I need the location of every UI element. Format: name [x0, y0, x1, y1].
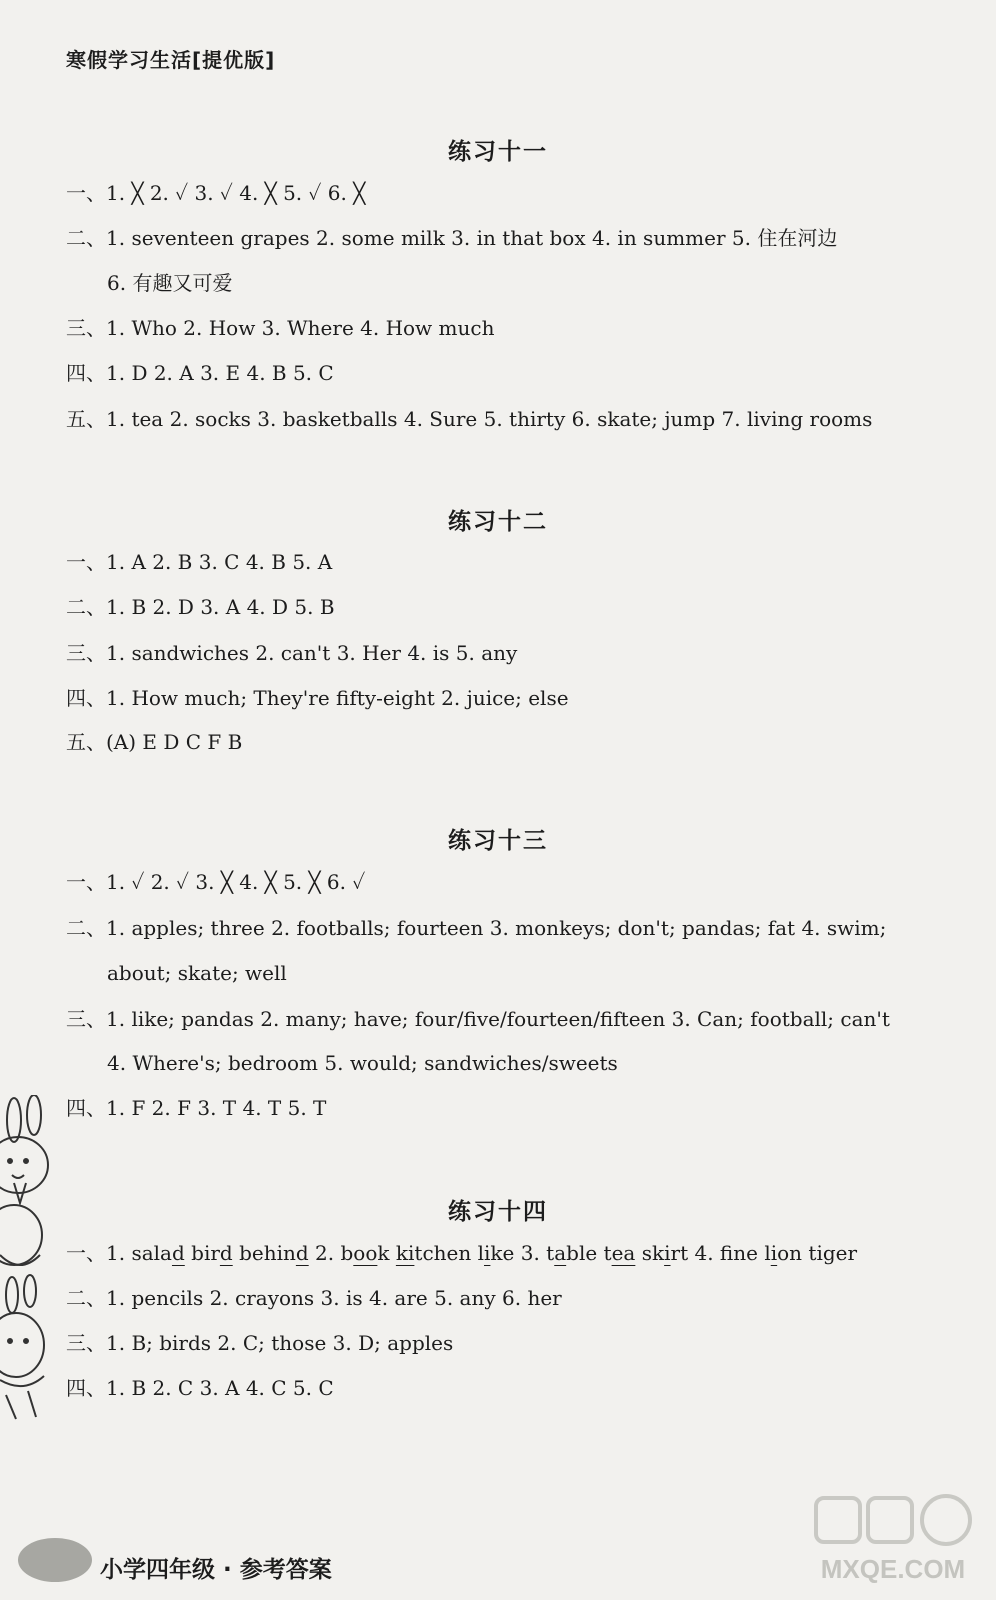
- answer-line: 二、1. seventeen grapes 2. some milk 3. in that box 4. in summer 5. 住在河边: [66, 226, 838, 250]
- text: 4. fine l: [688, 1241, 771, 1265]
- answer-line: 四、1. B 2. C 3. A 4. C 5. C: [66, 1376, 334, 1400]
- answer-line: 四、1. F 2. F 3. T 4. T 5. T: [66, 1096, 327, 1120]
- text: 一、1.: [66, 1241, 132, 1265]
- underlined-letter: i: [484, 1241, 491, 1265]
- underlined-letter: d: [219, 1241, 233, 1265]
- answer-line-underlined: [66, 1240, 857, 1266]
- text: b: [340, 1241, 354, 1265]
- text: t: [546, 1241, 555, 1265]
- underlined-letter: i: [408, 1241, 415, 1265]
- text: on tiger: [777, 1241, 858, 1265]
- underlined-letter: k: [395, 1241, 408, 1265]
- answer-line: about; skate; well: [107, 961, 287, 985]
- answer-line: 四、1. How much; They're fifty-eight 2. juice; else: [66, 686, 569, 710]
- answer-line: 二、1. pencils 2. crayons 3. is 4. are 5. any 6. her: [66, 1286, 562, 1310]
- footer-text: 小学四年级 · 参考答案: [100, 1557, 332, 1583]
- text: behin: [232, 1241, 296, 1265]
- underlined-letter: ea: [611, 1241, 636, 1265]
- text: sk: [635, 1241, 665, 1265]
- section-title-13: 练习十三: [448, 828, 548, 854]
- book-title: 寒假学习生活[提优版]: [66, 48, 276, 72]
- answer-line: 4. Where's; bedroom 5. would; sandwiches/sweets: [107, 1051, 618, 1075]
- answer-line: 五、(A) E D C F B: [66, 730, 243, 754]
- text: rt: [670, 1241, 689, 1265]
- text: 3.: [514, 1241, 547, 1265]
- section-title-14: 练习十四: [448, 1199, 548, 1225]
- answer-line: 三、1. like; pandas 2. many; have; four/five/fourteen/fifteen 3. Can; football; can't: [66, 1007, 890, 1031]
- section-title-12: 练习十二: [448, 509, 548, 535]
- watermark-logo: [808, 1490, 978, 1590]
- underlined-letter: i: [664, 1241, 671, 1265]
- bunny-illustration: [0, 1095, 60, 1425]
- text: bir: [191, 1241, 220, 1265]
- answer-line: 二、1. apples; three 2. footballs; fourteen 3. monkeys; don't; pandas; fat 4. swim;: [66, 916, 887, 940]
- underlined-letter: d: [295, 1241, 309, 1265]
- answer-line: 二、1. B 2. D 3. A 4. D 5. B: [66, 595, 335, 619]
- underlined-letter: oo: [353, 1241, 378, 1265]
- answer-line: 三、1. sandwiches 2. can't 3. Her 4. is 5. any: [66, 641, 518, 665]
- text: 2.: [308, 1241, 341, 1265]
- section-title-11: 练习十一: [448, 139, 548, 165]
- answer-line: 一、1. ╳ 2. ✓ 3. ✓ 4. ╳ 5. ✓ 6. ╳: [66, 181, 366, 205]
- underlined-letter: a: [554, 1241, 567, 1265]
- underlined-letter: i: [770, 1241, 778, 1265]
- watermark-text: MXQE.COM: [820, 1554, 966, 1584]
- text: k: [377, 1241, 396, 1265]
- page-number-badge: [18, 1538, 92, 1582]
- answer-line: 一、1. A 2. B 3. C 4. B 5. A: [66, 550, 333, 574]
- underlined-letter: d: [171, 1241, 185, 1265]
- answer-line: 6. 有趣又可爱: [107, 271, 233, 295]
- text: ble t: [566, 1241, 612, 1265]
- answer-line: 四、1. D 2. A 3. E 4. B 5. C: [66, 361, 334, 385]
- answer-line: 一、1. ✓ 2. ✓ 3. ╳ 4. ╳ 5. ╳ 6. ✓: [66, 870, 366, 894]
- text: tchen l: [414, 1241, 484, 1265]
- text: ke: [490, 1241, 515, 1265]
- answer-line: 五、1. tea 2. socks 3. basketballs 4. Sure 5. thirty 6. skate; jump 7. living rooms: [66, 407, 873, 431]
- text: sala: [131, 1241, 172, 1265]
- answer-line: 三、1. Who 2. How 3. Where 4. How much: [66, 316, 495, 340]
- answer-line: 三、1. B; birds 2. C; those 3. D; apples: [66, 1331, 454, 1355]
